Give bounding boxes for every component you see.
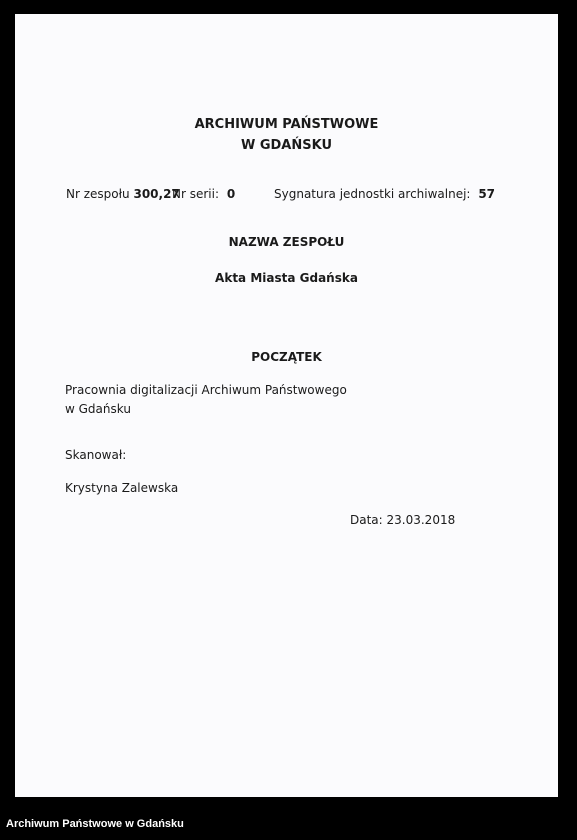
signature-label: Sygnatura jednostki archiwalnej: <box>274 187 471 201</box>
fond-heading: NAZWA ZESPOŁU <box>228 235 345 249</box>
fond-number-label: Nr zespołu <box>66 187 130 201</box>
section-heading: POCZĄTEK <box>251 350 322 364</box>
series-number-label: Nr serii: <box>172 187 220 201</box>
archive-title-line1: ARCHIWUM PAŃSTWOWE <box>194 117 379 132</box>
lab-line1: Pracownia digitalizacji Archiwum Państwowego <box>65 383 347 397</box>
series-number-value: 0 <box>226 187 236 201</box>
document-page <box>15 14 558 797</box>
signature-value: 57 <box>478 187 496 201</box>
scanned-by: Krystyna Zalewska <box>65 481 179 495</box>
fond-number <box>66 187 180 201</box>
footer-caption: Archiwum Państwowe w Gdańsku <box>6 818 184 830</box>
archive-title-line2: W GDAŃSKU <box>240 138 333 153</box>
fond-name: Akta Miasta Gdańska <box>215 271 358 285</box>
date: Data: 23.03.2018 <box>350 513 456 527</box>
lab-line2: w Gdańsku <box>65 402 131 416</box>
scanned-label: Skanował: <box>65 448 127 462</box>
signature <box>274 187 495 201</box>
fond-number-value: 300,27 <box>133 187 180 201</box>
series-number <box>172 187 235 201</box>
